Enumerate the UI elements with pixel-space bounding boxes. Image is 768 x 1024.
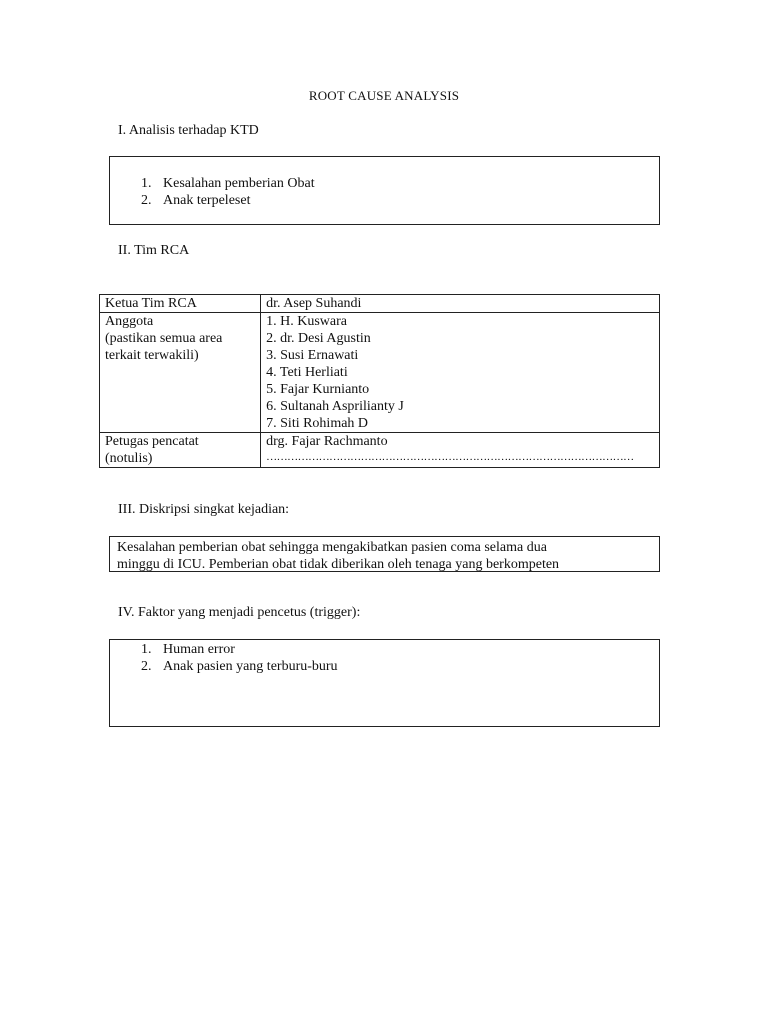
description-line: minggu di ICU. Pemberian obat tidak diberikan oleh tenaga yang berkompeten bbox=[117, 557, 560, 572]
member-item: 4. Teti Herliati bbox=[266, 365, 348, 380]
section-4-box bbox=[109, 639, 660, 727]
anggota-label-note: terkait terwakili) bbox=[105, 348, 199, 363]
list-item-text: Anak terpeleset bbox=[163, 193, 251, 208]
anggota-label-cell bbox=[100, 313, 261, 433]
member-item: 1. H. Kuswara bbox=[266, 314, 348, 329]
list-item-number: 2. bbox=[141, 659, 152, 674]
document-title: ROOT CAUSE ANALYSIS bbox=[308, 88, 460, 103]
description-line: Kesalahan pemberian obat sehingga mengakibatkan pasien coma selama dua bbox=[117, 540, 547, 555]
section-2-heading: II. Tim RCA bbox=[118, 243, 190, 258]
member-item: 7. Siti Rohimah D bbox=[266, 416, 369, 431]
table-row bbox=[100, 313, 660, 433]
list-item bbox=[141, 641, 338, 658]
list-item-number: 1. bbox=[141, 176, 152, 191]
petugas-label: Petugas pencatat bbox=[105, 434, 199, 449]
section-3-heading: III. Diskripsi singkat kejadian: bbox=[118, 502, 290, 517]
incident-description-box bbox=[109, 536, 660, 572]
list-item-number: 1. bbox=[141, 642, 152, 657]
section-1-heading: I. Analisis terhadap KTD bbox=[118, 123, 259, 138]
section-1-box bbox=[109, 156, 660, 225]
petugas-label-cell bbox=[100, 433, 261, 468]
list-item-text: Anak pasien yang terburu-buru bbox=[163, 659, 338, 674]
ketua-label: Ketua Tim RCA bbox=[100, 295, 261, 313]
list-item-text: Kesalahan pemberian Obat bbox=[163, 176, 315, 191]
anggota-label: Anggota bbox=[105, 314, 154, 329]
section-4-heading: IV. Faktor yang menjadi pencetus (trigger): bbox=[118, 605, 361, 620]
list-item bbox=[141, 658, 338, 675]
member-item: 5. Fajar Kurnianto bbox=[266, 382, 370, 397]
anggota-list-cell bbox=[261, 313, 660, 433]
petugas-label-note: (notulis) bbox=[105, 451, 153, 466]
member-item: 6. Sultanah Asprilianty J bbox=[266, 399, 404, 414]
petugas-dotted-line: …………………………………………………………………………………………… bbox=[266, 451, 634, 463]
ktd-list bbox=[141, 175, 315, 209]
trigger-list bbox=[141, 641, 338, 675]
rca-team-table bbox=[99, 294, 660, 468]
table-row bbox=[100, 295, 660, 313]
list-item-text: Human error bbox=[163, 642, 235, 657]
list-item bbox=[141, 192, 315, 209]
ketua-value: dr. Asep Suhandi bbox=[261, 295, 660, 313]
member-item: 2. dr. Desi Agustin bbox=[266, 331, 371, 346]
petugas-value-cell bbox=[261, 433, 660, 468]
petugas-value: drg. Fajar Rachmanto bbox=[266, 434, 388, 449]
member-item: 3. Susi Ernawati bbox=[266, 348, 359, 363]
anggota-label-note: (pastikan semua area bbox=[105, 331, 223, 346]
table-row bbox=[100, 433, 660, 468]
list-item bbox=[141, 175, 315, 192]
list-item-number: 2. bbox=[141, 193, 152, 208]
